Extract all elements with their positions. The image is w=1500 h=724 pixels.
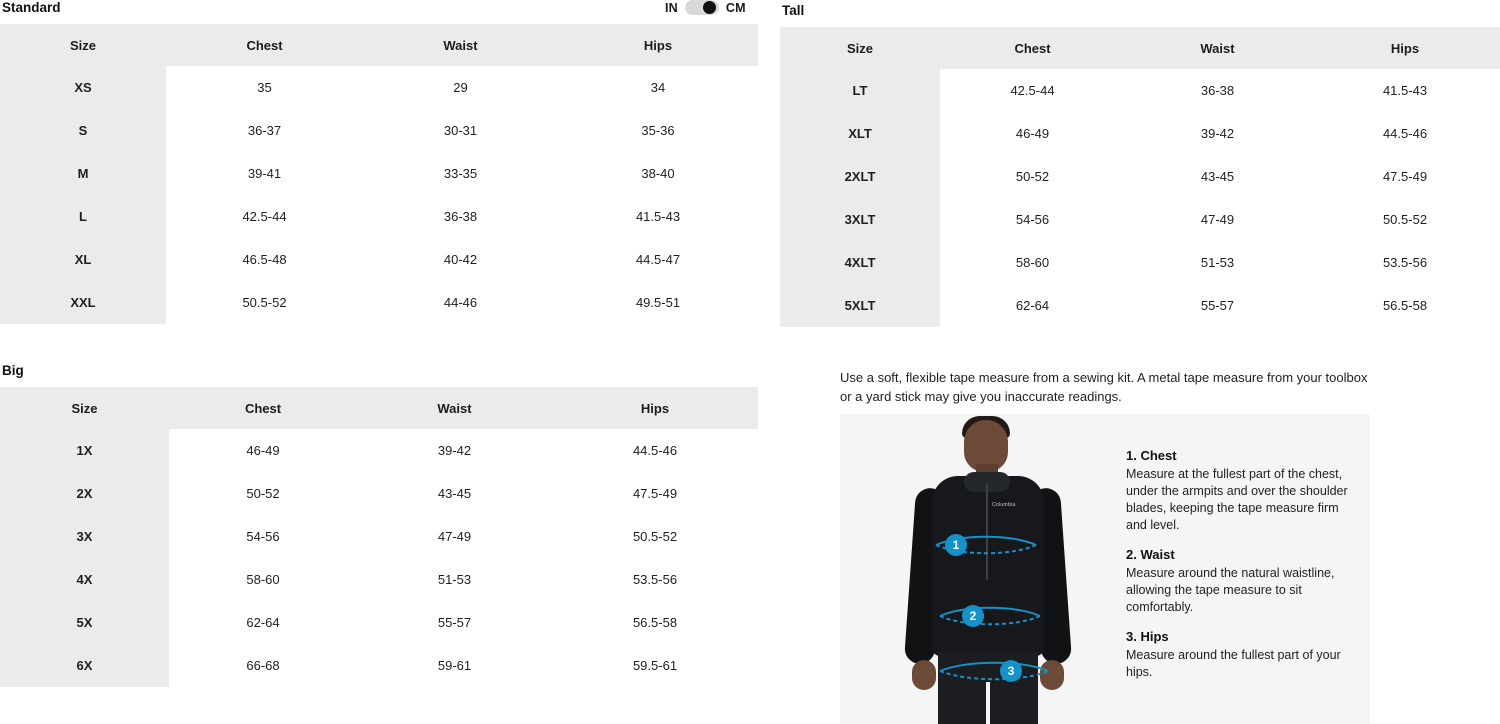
table-row <box>0 152 758 195</box>
measure-instruction-hips-body: Measure around the fullest part of your hips. <box>1126 648 1341 679</box>
cell-chest: 50-52 <box>169 472 357 515</box>
table-row <box>780 155 1500 198</box>
cell-waist: 36-38 <box>363 195 558 238</box>
cell-chest: 35 <box>166 66 363 109</box>
brand-logo: Columbia <box>992 502 1016 508</box>
measure-instruction-hips <box>1126 629 1356 681</box>
measure-instruction-chest-body: Measure at the fullest part of the chest, under the armpits and over the shoulder blades, keeping the tape measure firm and level. <box>1126 467 1348 532</box>
cell-chest: 46-49 <box>169 429 357 472</box>
standard-size-table <box>0 24 758 324</box>
cell-size: XS <box>0 66 166 109</box>
measure-instruction-hips-heading: 3. Hips <box>1126 629 1169 644</box>
unit-toggle-label-in: IN <box>665 0 678 15</box>
table-row <box>0 601 758 644</box>
cell-hips: 47.5-49 <box>552 472 758 515</box>
cell-waist: 43-45 <box>357 472 552 515</box>
cell-chest: 62-64 <box>940 284 1125 327</box>
cell-size: 6X <box>0 644 169 687</box>
cell-size: XL <box>0 238 166 281</box>
table-row <box>780 241 1500 284</box>
measurement-arcs <box>840 414 1122 724</box>
cell-chest: 50-52 <box>940 155 1125 198</box>
cell-size: S <box>0 109 166 152</box>
cell-chest: 46-49 <box>940 112 1125 155</box>
column-header-hips: Hips <box>1310 27 1500 69</box>
cell-waist: 55-57 <box>357 601 552 644</box>
tall-title: Tall <box>782 3 805 18</box>
cell-waist: 39-42 <box>357 429 552 472</box>
measure-instruction-waist-heading: 2. Waist <box>1126 547 1175 562</box>
cell-chest: 54-56 <box>940 198 1125 241</box>
cell-hips: 41.5-43 <box>1310 69 1500 112</box>
measuring-note <box>840 368 1370 406</box>
column-header-chest: Chest <box>169 387 357 429</box>
cell-waist: 51-53 <box>357 558 552 601</box>
cell-hips: 53.5-56 <box>1310 241 1500 284</box>
cell-chest: 58-60 <box>940 241 1125 284</box>
table-row <box>0 644 758 687</box>
measure-instruction-chest-heading: 1. Chest <box>1126 448 1177 463</box>
table-row <box>780 69 1500 112</box>
cell-size: 4X <box>0 558 169 601</box>
table-row <box>0 472 758 515</box>
cell-hips: 34 <box>558 66 758 109</box>
tall-size-table <box>780 27 1500 327</box>
big-title: Big <box>2 363 24 378</box>
table-header-row <box>0 24 758 66</box>
cell-hips: 56.5-58 <box>1310 284 1500 327</box>
cell-waist: 30-31 <box>363 109 558 152</box>
cell-chest: 66-68 <box>169 644 357 687</box>
cell-waist: 47-49 <box>357 515 552 558</box>
measure-badge-hips: 3 <box>1000 660 1022 682</box>
measure-badge-chest: 1 <box>945 534 967 556</box>
cell-size: 2XLT <box>780 155 940 198</box>
table-row <box>0 195 758 238</box>
cell-chest: 42.5-44 <box>166 195 363 238</box>
cell-chest: 42.5-44 <box>940 69 1125 112</box>
cell-waist: 43-45 <box>1125 155 1310 198</box>
cell-hips: 47.5-49 <box>1310 155 1500 198</box>
cell-size: 5X <box>0 601 169 644</box>
tall-size-section <box>780 3 1500 327</box>
cell-size: M <box>0 152 166 195</box>
cell-hips: 50.5-52 <box>552 515 758 558</box>
cell-size: 2X <box>0 472 169 515</box>
cell-size: L <box>0 195 166 238</box>
table-header-row <box>780 27 1500 69</box>
cell-waist: 51-53 <box>1125 241 1310 284</box>
cell-hips: 56.5-58 <box>552 601 758 644</box>
cell-waist: 44-46 <box>363 281 558 324</box>
big-size-table <box>0 387 758 687</box>
cell-waist: 55-57 <box>1125 284 1310 327</box>
standard-title: Standard <box>2 0 61 15</box>
cell-size: 3XLT <box>780 198 940 241</box>
table-row <box>0 515 758 558</box>
column-header-size: Size <box>0 24 166 66</box>
cell-hips: 35-36 <box>558 109 758 152</box>
column-header-hips: Hips <box>558 24 758 66</box>
cell-chest: 50.5-52 <box>166 281 363 324</box>
cell-hips: 49.5-51 <box>558 281 758 324</box>
cell-size: 4XLT <box>780 241 940 284</box>
table-row <box>0 66 758 109</box>
cell-hips: 53.5-56 <box>552 558 758 601</box>
cell-chest: 54-56 <box>169 515 357 558</box>
table-row <box>0 281 758 324</box>
cell-size: XXL <box>0 281 166 324</box>
cell-chest: 62-64 <box>169 601 357 644</box>
model-illustration <box>840 414 1122 724</box>
cell-hips: 50.5-52 <box>1310 198 1500 241</box>
column-header-waist: Waist <box>363 24 558 66</box>
how-to-measure-figure <box>840 414 1370 724</box>
column-header-hips: Hips <box>552 387 758 429</box>
unit-toggle-label-cm: CM <box>725 0 746 15</box>
standard-size-section <box>0 0 758 324</box>
cell-size: 3X <box>0 515 169 558</box>
cell-hips: 44.5-46 <box>552 429 758 472</box>
table-row <box>780 284 1500 327</box>
cell-size: XLT <box>780 112 940 155</box>
cell-waist: 59-61 <box>357 644 552 687</box>
cell-hips: 41.5-43 <box>558 195 758 238</box>
measure-instruction-chest <box>1126 448 1356 534</box>
column-header-chest: Chest <box>166 24 363 66</box>
measure-instruction-waist <box>1126 547 1356 616</box>
cell-waist: 39-42 <box>1125 112 1310 155</box>
cell-waist: 29 <box>363 66 558 109</box>
measure-instruction-waist-body: Measure around the natural waistline, allowing the tape measure to sit comfortably. <box>1126 566 1335 614</box>
cell-size: LT <box>780 69 940 112</box>
column-header-size: Size <box>780 27 940 69</box>
measure-badge-waist: 2 <box>962 605 984 627</box>
measure-instructions <box>1122 414 1370 724</box>
table-header-row <box>0 387 758 429</box>
cell-hips: 38-40 <box>558 152 758 195</box>
table-row <box>0 238 758 281</box>
cell-chest: 46.5-48 <box>166 238 363 281</box>
table-row <box>780 112 1500 155</box>
cell-chest: 39-41 <box>166 152 363 195</box>
cell-waist: 33-35 <box>363 152 558 195</box>
column-header-chest: Chest <box>940 27 1125 69</box>
table-row <box>0 558 758 601</box>
cell-chest: 36-37 <box>166 109 363 152</box>
big-size-section <box>0 363 758 687</box>
measuring-note-text: Use a soft, flexible tape measure from a sewing kit. A metal tape measure from your toolbox or a yard stick may give you inaccurate readings. <box>840 370 1368 404</box>
cell-chest: 58-60 <box>169 558 357 601</box>
cell-waist: 40-42 <box>363 238 558 281</box>
cell-waist: 47-49 <box>1125 198 1310 241</box>
table-row <box>0 109 758 152</box>
cell-hips: 44.5-47 <box>558 238 758 281</box>
cell-size: 5XLT <box>780 284 940 327</box>
column-header-waist: Waist <box>1125 27 1310 69</box>
cell-hips: 44.5-46 <box>1310 112 1500 155</box>
table-row <box>780 198 1500 241</box>
column-header-size: Size <box>0 387 169 429</box>
column-header-waist: Waist <box>357 387 552 429</box>
cell-hips: 59.5-61 <box>552 644 758 687</box>
cell-size: 1X <box>0 429 169 472</box>
cell-waist: 36-38 <box>1125 69 1310 112</box>
table-row <box>0 429 758 472</box>
